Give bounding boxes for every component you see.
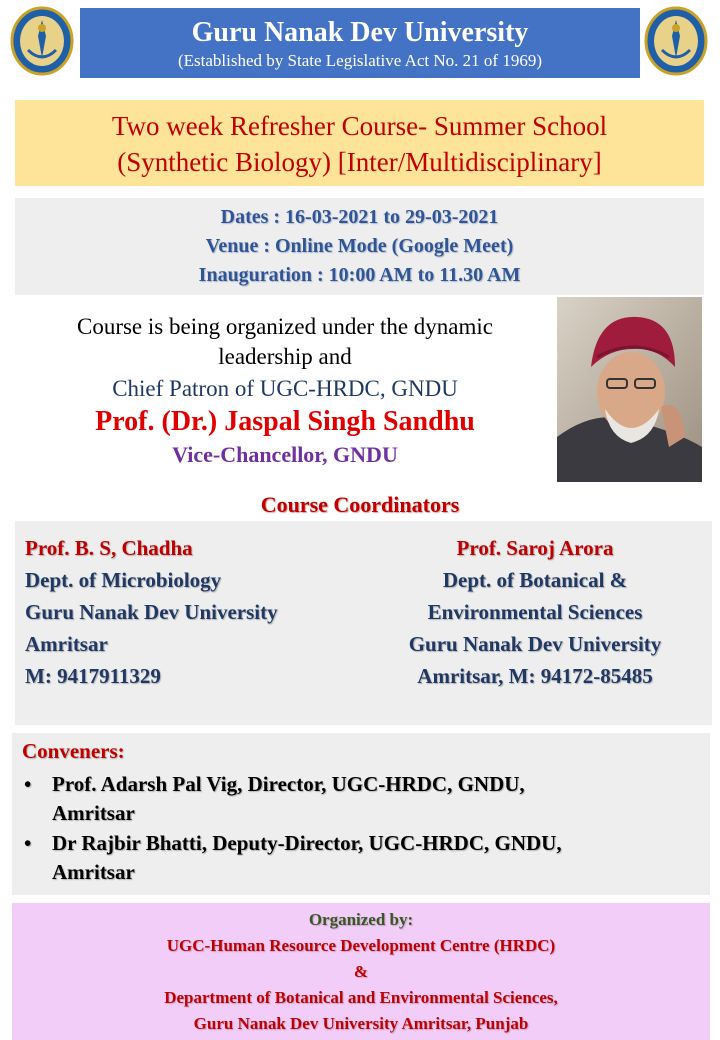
patron-name: Prof. (Dr.) Jaspal Singh Sandhu xyxy=(95,406,475,437)
conveners-list xyxy=(22,770,702,888)
coordinator-dept: Dept. of Botanical & xyxy=(442,568,628,592)
organized-heading: Organized by: xyxy=(308,910,414,929)
coordinator-city-mobile: Amritsar, M: 94172-85485 xyxy=(417,664,653,688)
coordinator-city: Amritsar xyxy=(25,632,108,656)
coordinators-heading: Course Coordinators xyxy=(260,492,460,517)
organizer-ampersand: & xyxy=(353,962,369,981)
list-item xyxy=(22,770,702,828)
course-venue: Venue : Online Mode (Google Meet) xyxy=(205,235,514,257)
bullet: • xyxy=(24,831,32,855)
patron-intro-cont: leadership and xyxy=(218,344,352,369)
coordinator-university: Guru Nanak Dev University xyxy=(408,632,662,656)
course-details xyxy=(15,198,704,295)
patron-role: Vice-Chancellor, GNDU xyxy=(172,442,398,467)
coordinator-dept-cont: Environmental Sciences xyxy=(427,600,643,624)
patron-intro: Course is being organized under the dynamic xyxy=(76,314,494,339)
organized-by-box xyxy=(12,903,710,1040)
coordinator-right xyxy=(365,532,705,692)
coordinator-dept: Dept. of Microbiology xyxy=(25,568,222,592)
patron-title: Chief Patron of UGC-HRDC, GNDU xyxy=(112,376,458,401)
establishment-note: (Established by State Legislative Act No. 21 of 1969) xyxy=(177,51,542,70)
course-dates: Dates : 16-03-2021 to 29-03-2021 xyxy=(220,206,499,228)
organizer-line: Department of Botanical and Environmental Sciences, xyxy=(164,988,558,1007)
organizer-line: Guru Nanak Dev University Amritsar, Punjab xyxy=(193,1014,529,1033)
course-title xyxy=(15,100,704,186)
convener-line: Prof. Adarsh Pal Vig, Director, UGC-HRDC, GNDU, xyxy=(52,772,525,796)
convener-line: Dr Rajbir Bhatti, Deputy-Director, UGC-HRDC, GNDU, xyxy=(52,831,562,855)
convener-line-cont: Amritsar xyxy=(52,860,135,884)
coordinator-mobile: M: 9417911329 xyxy=(25,664,161,688)
university-name: Guru Nanak Dev University xyxy=(191,17,529,48)
coordinator-name: Prof. B. S, Chadha xyxy=(25,536,193,560)
university-logo-icon xyxy=(10,6,74,76)
patron-photo xyxy=(557,297,702,482)
patron-section xyxy=(20,312,550,470)
header-banner xyxy=(80,8,640,78)
university-logo-icon xyxy=(644,6,708,76)
organizer-line: UGC-Human Resource Development Centre (HRDC) xyxy=(166,936,556,955)
bullet: • xyxy=(24,772,32,796)
course-title-line2: (Synthetic Biology) [Inter/Multidisciplinary] xyxy=(117,147,602,177)
course-title-line1: Two week Refresher Course- Summer School xyxy=(111,111,608,141)
coordinator-name: Prof. Saroj Arora xyxy=(456,536,614,560)
convener-line-cont: Amritsar xyxy=(52,801,135,825)
course-inauguration: Inauguration : 10:00 AM to 11.30 AM xyxy=(198,264,521,286)
coordinator-university: Guru Nanak Dev University xyxy=(25,600,278,624)
list-item xyxy=(22,829,702,887)
coordinator-left xyxy=(25,532,365,692)
conveners-heading: Conveners: xyxy=(22,739,125,763)
